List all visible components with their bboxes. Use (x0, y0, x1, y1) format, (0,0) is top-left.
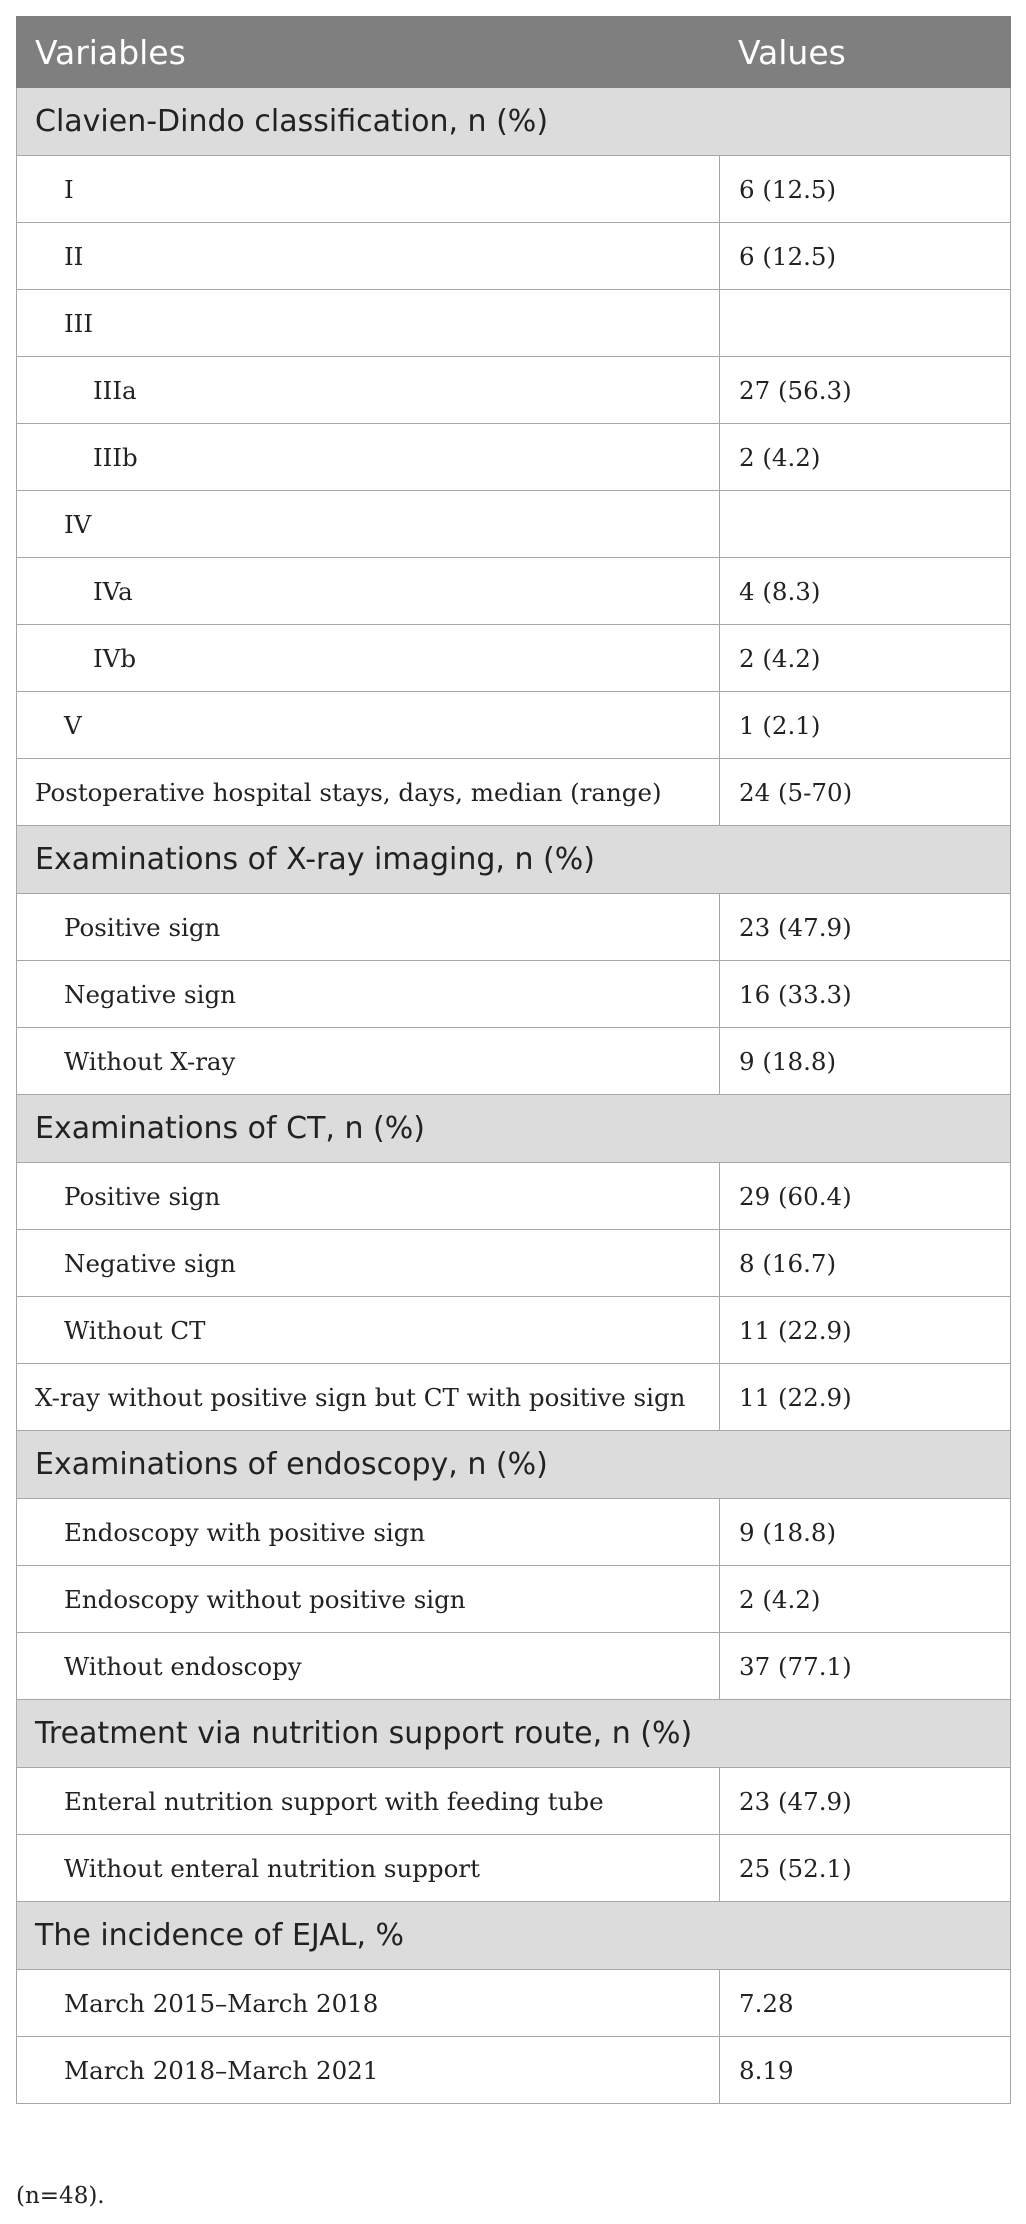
row-label: Negative sign (17, 1230, 720, 1297)
table-footnote: (n=48). (16, 2183, 105, 2209)
row-label: IVb (17, 625, 720, 692)
row-value: 11 (22.9) (720, 1297, 1011, 1364)
table-row (17, 1970, 1011, 2037)
row-value: 9 (18.8) (720, 1499, 1011, 1566)
table-row (17, 558, 1011, 625)
row-value: 24 (5-70) (720, 759, 1011, 826)
row-value: 2 (4.2) (720, 1566, 1011, 1633)
row-value: 23 (47.9) (720, 1768, 1011, 1835)
table-row (17, 290, 1011, 357)
row-label: I (17, 156, 720, 223)
row-label: IIIa (17, 357, 720, 424)
row-label: IVa (17, 558, 720, 625)
row-label: Without X-ray (17, 1028, 720, 1095)
row-label: Endoscopy without positive sign (17, 1566, 720, 1633)
section-endoscopy (17, 1431, 1011, 1499)
row-value: 7.28 (720, 1970, 1011, 2037)
row-label: Positive sign (17, 1163, 720, 1230)
row-label: II (17, 223, 720, 290)
row-value: 27 (56.3) (720, 357, 1011, 424)
row-value: 11 (22.9) (720, 1364, 1011, 1431)
row-value: 9 (18.8) (720, 1028, 1011, 1095)
row-value: 37 (77.1) (720, 1633, 1011, 1700)
table-row (17, 1633, 1011, 1700)
row-label: Postoperative hospital stays, days, median (range) (17, 759, 720, 826)
row-label: Endoscopy with positive sign (17, 1499, 720, 1566)
row-value: 6 (12.5) (720, 223, 1011, 290)
table-row (17, 223, 1011, 290)
row-value: 2 (4.2) (720, 625, 1011, 692)
table-row (17, 2037, 1011, 2104)
row-label: IV (17, 491, 720, 558)
row-label: IIIb (17, 424, 720, 491)
section-clavien-dindo (17, 88, 1011, 156)
row-label: Without endoscopy (17, 1633, 720, 1700)
table-row (17, 424, 1011, 491)
table-row (17, 1163, 1011, 1230)
table-row (17, 156, 1011, 223)
section-title: Examinations of endoscopy, n (%) (17, 1431, 1011, 1499)
row-value: 25 (52.1) (720, 1835, 1011, 1902)
row-value: 6 (12.5) (720, 156, 1011, 223)
row-value (720, 491, 1011, 558)
section-ct (17, 1095, 1011, 1163)
row-label: Positive sign (17, 894, 720, 961)
row-value: 8 (16.7) (720, 1230, 1011, 1297)
table-row (17, 961, 1011, 1028)
row-label: Negative sign (17, 961, 720, 1028)
row-label: March 2015–March 2018 (17, 1970, 720, 2037)
section-title: Examinations of CT, n (%) (17, 1095, 1011, 1163)
table-row (17, 625, 1011, 692)
row-label: Without CT (17, 1297, 720, 1364)
section-title: Treatment via nutrition support route, n (%) (17, 1700, 1011, 1768)
variables-header: Variables (17, 17, 720, 88)
table-row-xray-ct (17, 1364, 1011, 1431)
row-label: V (17, 692, 720, 759)
table-row-hospital-stay (17, 759, 1011, 826)
table-row (17, 1297, 1011, 1364)
row-value: 8.19 (720, 2037, 1011, 2104)
row-value: 16 (33.3) (720, 961, 1011, 1028)
section-title: Clavien-Dindo classification, n (%) (17, 88, 1011, 156)
table-row (17, 1768, 1011, 1835)
table-row (17, 692, 1011, 759)
table-row (17, 894, 1011, 961)
table-row (17, 491, 1011, 558)
section-nutrition (17, 1700, 1011, 1768)
section-xray (17, 826, 1011, 894)
row-value: 1 (2.1) (720, 692, 1011, 759)
section-title: Examinations of X-ray imaging, n (%) (17, 826, 1011, 894)
row-value (720, 290, 1011, 357)
header-row (17, 17, 1011, 88)
table-row (17, 357, 1011, 424)
row-label: III (17, 290, 720, 357)
data-table (16, 16, 1011, 2104)
table-container (16, 16, 1010, 2104)
table-row (17, 1566, 1011, 1633)
values-header: Values (720, 17, 1011, 88)
row-label: X-ray without positive sign but CT with positive sign (17, 1364, 720, 1431)
row-label: March 2018–March 2021 (17, 2037, 720, 2104)
section-title: The incidence of EJAL, % (17, 1902, 1011, 1970)
table-row (17, 1230, 1011, 1297)
row-value: 23 (47.9) (720, 894, 1011, 961)
table-row (17, 1499, 1011, 1566)
row-label: Enteral nutrition support with feeding tube (17, 1768, 720, 1835)
table-row (17, 1028, 1011, 1095)
table-row (17, 1835, 1011, 1902)
row-value: 4 (8.3) (720, 558, 1011, 625)
section-ejal-incidence (17, 1902, 1011, 1970)
row-value: 29 (60.4) (720, 1163, 1011, 1230)
row-label: Without enteral nutrition support (17, 1835, 720, 1902)
row-value: 2 (4.2) (720, 424, 1011, 491)
